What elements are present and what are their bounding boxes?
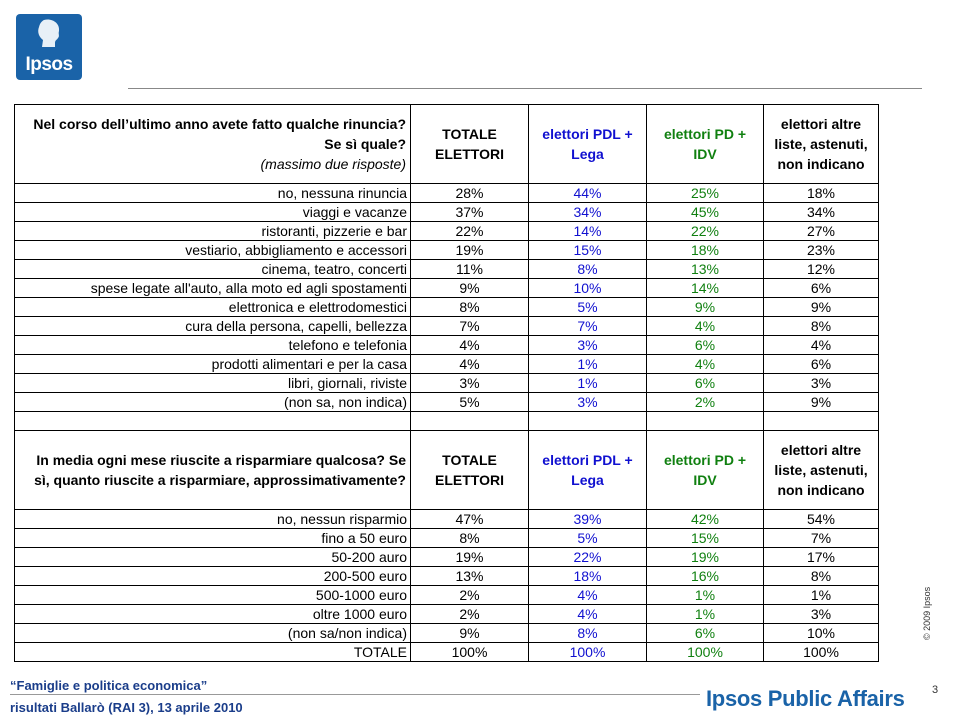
value-cell: 23%	[764, 241, 879, 260]
empty-cell	[764, 412, 879, 431]
division-name: Ipsos Public Affairs	[706, 686, 905, 711]
value-cell: 9%	[764, 298, 879, 317]
table-row	[15, 643, 879, 662]
value-cell: 4%	[411, 355, 529, 374]
value-cell: 8%	[764, 317, 879, 336]
column-header: elettori altre liste, astenuti, non indicano	[764, 105, 879, 184]
table-row	[15, 374, 879, 393]
value-cell: 44%	[529, 184, 647, 203]
row-label: telefono e telefonia	[15, 336, 411, 355]
row-label: no, nessuna rinuncia	[15, 184, 411, 203]
value-cell: 39%	[529, 510, 647, 529]
table-row	[15, 393, 879, 412]
empty-cell	[529, 412, 647, 431]
ipsos-logo	[16, 14, 82, 80]
value-cell: 19%	[411, 548, 529, 567]
value-cell: 18%	[529, 567, 647, 586]
table-header-row	[15, 431, 879, 510]
row-label: 500-1000 euro	[15, 586, 411, 605]
copyright-notice: © 2009 Ipsos	[922, 586, 932, 640]
column-header: TOTALE ELETTORI	[411, 431, 529, 510]
row-label: 50-200 auro	[15, 548, 411, 567]
value-cell: 1%	[764, 586, 879, 605]
value-cell: 5%	[529, 298, 647, 317]
value-cell: 19%	[647, 548, 764, 567]
row-label: ristoranti, pizzerie e bar	[15, 222, 411, 241]
value-cell: 15%	[647, 529, 764, 548]
value-cell: 100%	[529, 643, 647, 662]
value-cell: 100%	[411, 643, 529, 662]
value-cell: 25%	[647, 184, 764, 203]
logo-brand-text: Ipsos	[25, 54, 73, 75]
column-header: elettori altre liste, astenuti, non indicano	[764, 431, 879, 510]
value-cell: 12%	[764, 260, 879, 279]
value-cell: 15%	[529, 241, 647, 260]
value-cell: 1%	[529, 374, 647, 393]
empty-cell	[411, 412, 529, 431]
value-cell: 7%	[411, 317, 529, 336]
table-row	[15, 355, 879, 374]
spacer-row	[15, 412, 879, 431]
table-row	[15, 317, 879, 336]
table-row	[15, 260, 879, 279]
column-header: elettori PD + IDV	[647, 105, 764, 184]
table-row	[15, 279, 879, 298]
value-cell: 100%	[764, 643, 879, 662]
column-header: TOTALE ELETTORI	[411, 105, 529, 184]
value-cell: 8%	[411, 298, 529, 317]
value-cell: 8%	[529, 624, 647, 643]
row-label: fino a 50 euro	[15, 529, 411, 548]
question-text: Nel corso dell’ultimo anno avete fatto qualche rinuncia? Se sì quale?	[33, 116, 406, 152]
table-row	[15, 529, 879, 548]
value-cell: 2%	[411, 586, 529, 605]
value-cell: 37%	[411, 203, 529, 222]
question-note: (massimo due risposte)	[260, 156, 406, 172]
table-header-row	[15, 105, 879, 184]
value-cell: 42%	[647, 510, 764, 529]
value-cell: 4%	[647, 355, 764, 374]
footer-divider	[10, 694, 700, 695]
row-label: viaggi e vacanze	[15, 203, 411, 222]
table-row	[15, 184, 879, 203]
value-cell: 9%	[411, 624, 529, 643]
value-cell: 18%	[764, 184, 879, 203]
table-row	[15, 203, 879, 222]
value-cell: 14%	[529, 222, 647, 241]
question-cell	[15, 431, 411, 510]
value-cell: 28%	[411, 184, 529, 203]
value-cell: 17%	[764, 548, 879, 567]
value-cell: 8%	[764, 567, 879, 586]
value-cell: 27%	[764, 222, 879, 241]
value-cell: 13%	[647, 260, 764, 279]
value-cell: 1%	[529, 355, 647, 374]
value-cell: 34%	[529, 203, 647, 222]
value-cell: 8%	[411, 529, 529, 548]
value-cell: 3%	[529, 393, 647, 412]
value-cell: 2%	[647, 393, 764, 412]
value-cell: 3%	[764, 605, 879, 624]
row-label: libri, giornali, riviste	[15, 374, 411, 393]
row-label: elettronica e elettrodomestici	[15, 298, 411, 317]
table-row	[15, 624, 879, 643]
value-cell: 1%	[647, 605, 764, 624]
column-header: elettori PDL + Lega	[529, 105, 647, 184]
value-cell: 7%	[529, 317, 647, 336]
value-cell: 3%	[411, 374, 529, 393]
value-cell: 9%	[764, 393, 879, 412]
value-cell: 3%	[529, 336, 647, 355]
table-row	[15, 222, 879, 241]
value-cell: 4%	[647, 317, 764, 336]
value-cell: 4%	[764, 336, 879, 355]
value-cell: 19%	[411, 241, 529, 260]
survey-table	[14, 104, 879, 662]
table-row	[15, 510, 879, 529]
row-label: 200-500 euro	[15, 567, 411, 586]
row-label: no, nessun risparmio	[15, 510, 411, 529]
value-cell: 45%	[647, 203, 764, 222]
value-cell: 4%	[529, 586, 647, 605]
table-row	[15, 586, 879, 605]
row-label: oltre 1000 euro	[15, 605, 411, 624]
value-cell: 14%	[647, 279, 764, 298]
page-number: 3	[932, 684, 939, 696]
row-label: TOTALE	[15, 643, 411, 662]
header-divider	[128, 88, 922, 89]
question-text: In media ogni mese riuscite a risparmiare qualcosa? Se sì, quanto riuscite a risparmiare, approssimativamente?	[34, 452, 406, 488]
column-header: elettori PDL + Lega	[529, 431, 647, 510]
value-cell: 9%	[411, 279, 529, 298]
value-cell: 34%	[764, 203, 879, 222]
value-cell: 9%	[647, 298, 764, 317]
footer-subtitle: risultati Ballarò (RAI 3), 13 aprile 2010	[10, 700, 243, 715]
empty-cell	[647, 412, 764, 431]
value-cell: 100%	[647, 643, 764, 662]
table-row	[15, 298, 879, 317]
value-cell: 11%	[411, 260, 529, 279]
column-header: elettori PD + IDV	[647, 431, 764, 510]
table-row	[15, 241, 879, 260]
value-cell: 4%	[529, 605, 647, 624]
value-cell: 6%	[764, 279, 879, 298]
value-cell: 18%	[647, 241, 764, 260]
table-row	[15, 548, 879, 567]
value-cell: 3%	[764, 374, 879, 393]
empty-cell	[15, 412, 411, 431]
table-row	[15, 567, 879, 586]
value-cell: 10%	[764, 624, 879, 643]
value-cell: 22%	[529, 548, 647, 567]
question-cell	[15, 105, 411, 184]
value-cell: 22%	[411, 222, 529, 241]
value-cell: 5%	[529, 529, 647, 548]
value-cell: 6%	[647, 374, 764, 393]
value-cell: 13%	[411, 567, 529, 586]
value-cell: 7%	[764, 529, 879, 548]
table-row	[15, 336, 879, 355]
row-label: spese legate all'auto, alla moto ed agli spostamenti	[15, 279, 411, 298]
value-cell: 6%	[764, 355, 879, 374]
row-label: prodotti alimentari e per la casa	[15, 355, 411, 374]
row-label: (non sa/non indica)	[15, 624, 411, 643]
value-cell: 4%	[411, 336, 529, 355]
value-cell: 1%	[647, 586, 764, 605]
row-label: cinema, teatro, concerti	[15, 260, 411, 279]
row-label: vestiario, abbigliamento e accessori	[15, 241, 411, 260]
value-cell: 2%	[411, 605, 529, 624]
row-label: (non sa, non indica)	[15, 393, 411, 412]
value-cell: 10%	[529, 279, 647, 298]
value-cell: 8%	[529, 260, 647, 279]
value-cell: 22%	[647, 222, 764, 241]
table-row	[15, 605, 879, 624]
value-cell: 54%	[764, 510, 879, 529]
logo-head-icon	[36, 18, 62, 48]
value-cell: 16%	[647, 567, 764, 586]
value-cell: 6%	[647, 336, 764, 355]
value-cell: 6%	[647, 624, 764, 643]
footer-title: “Famiglie e politica economica”	[10, 678, 208, 693]
value-cell: 47%	[411, 510, 529, 529]
value-cell: 5%	[411, 393, 529, 412]
row-label: cura della persona, capelli, bellezza	[15, 317, 411, 336]
